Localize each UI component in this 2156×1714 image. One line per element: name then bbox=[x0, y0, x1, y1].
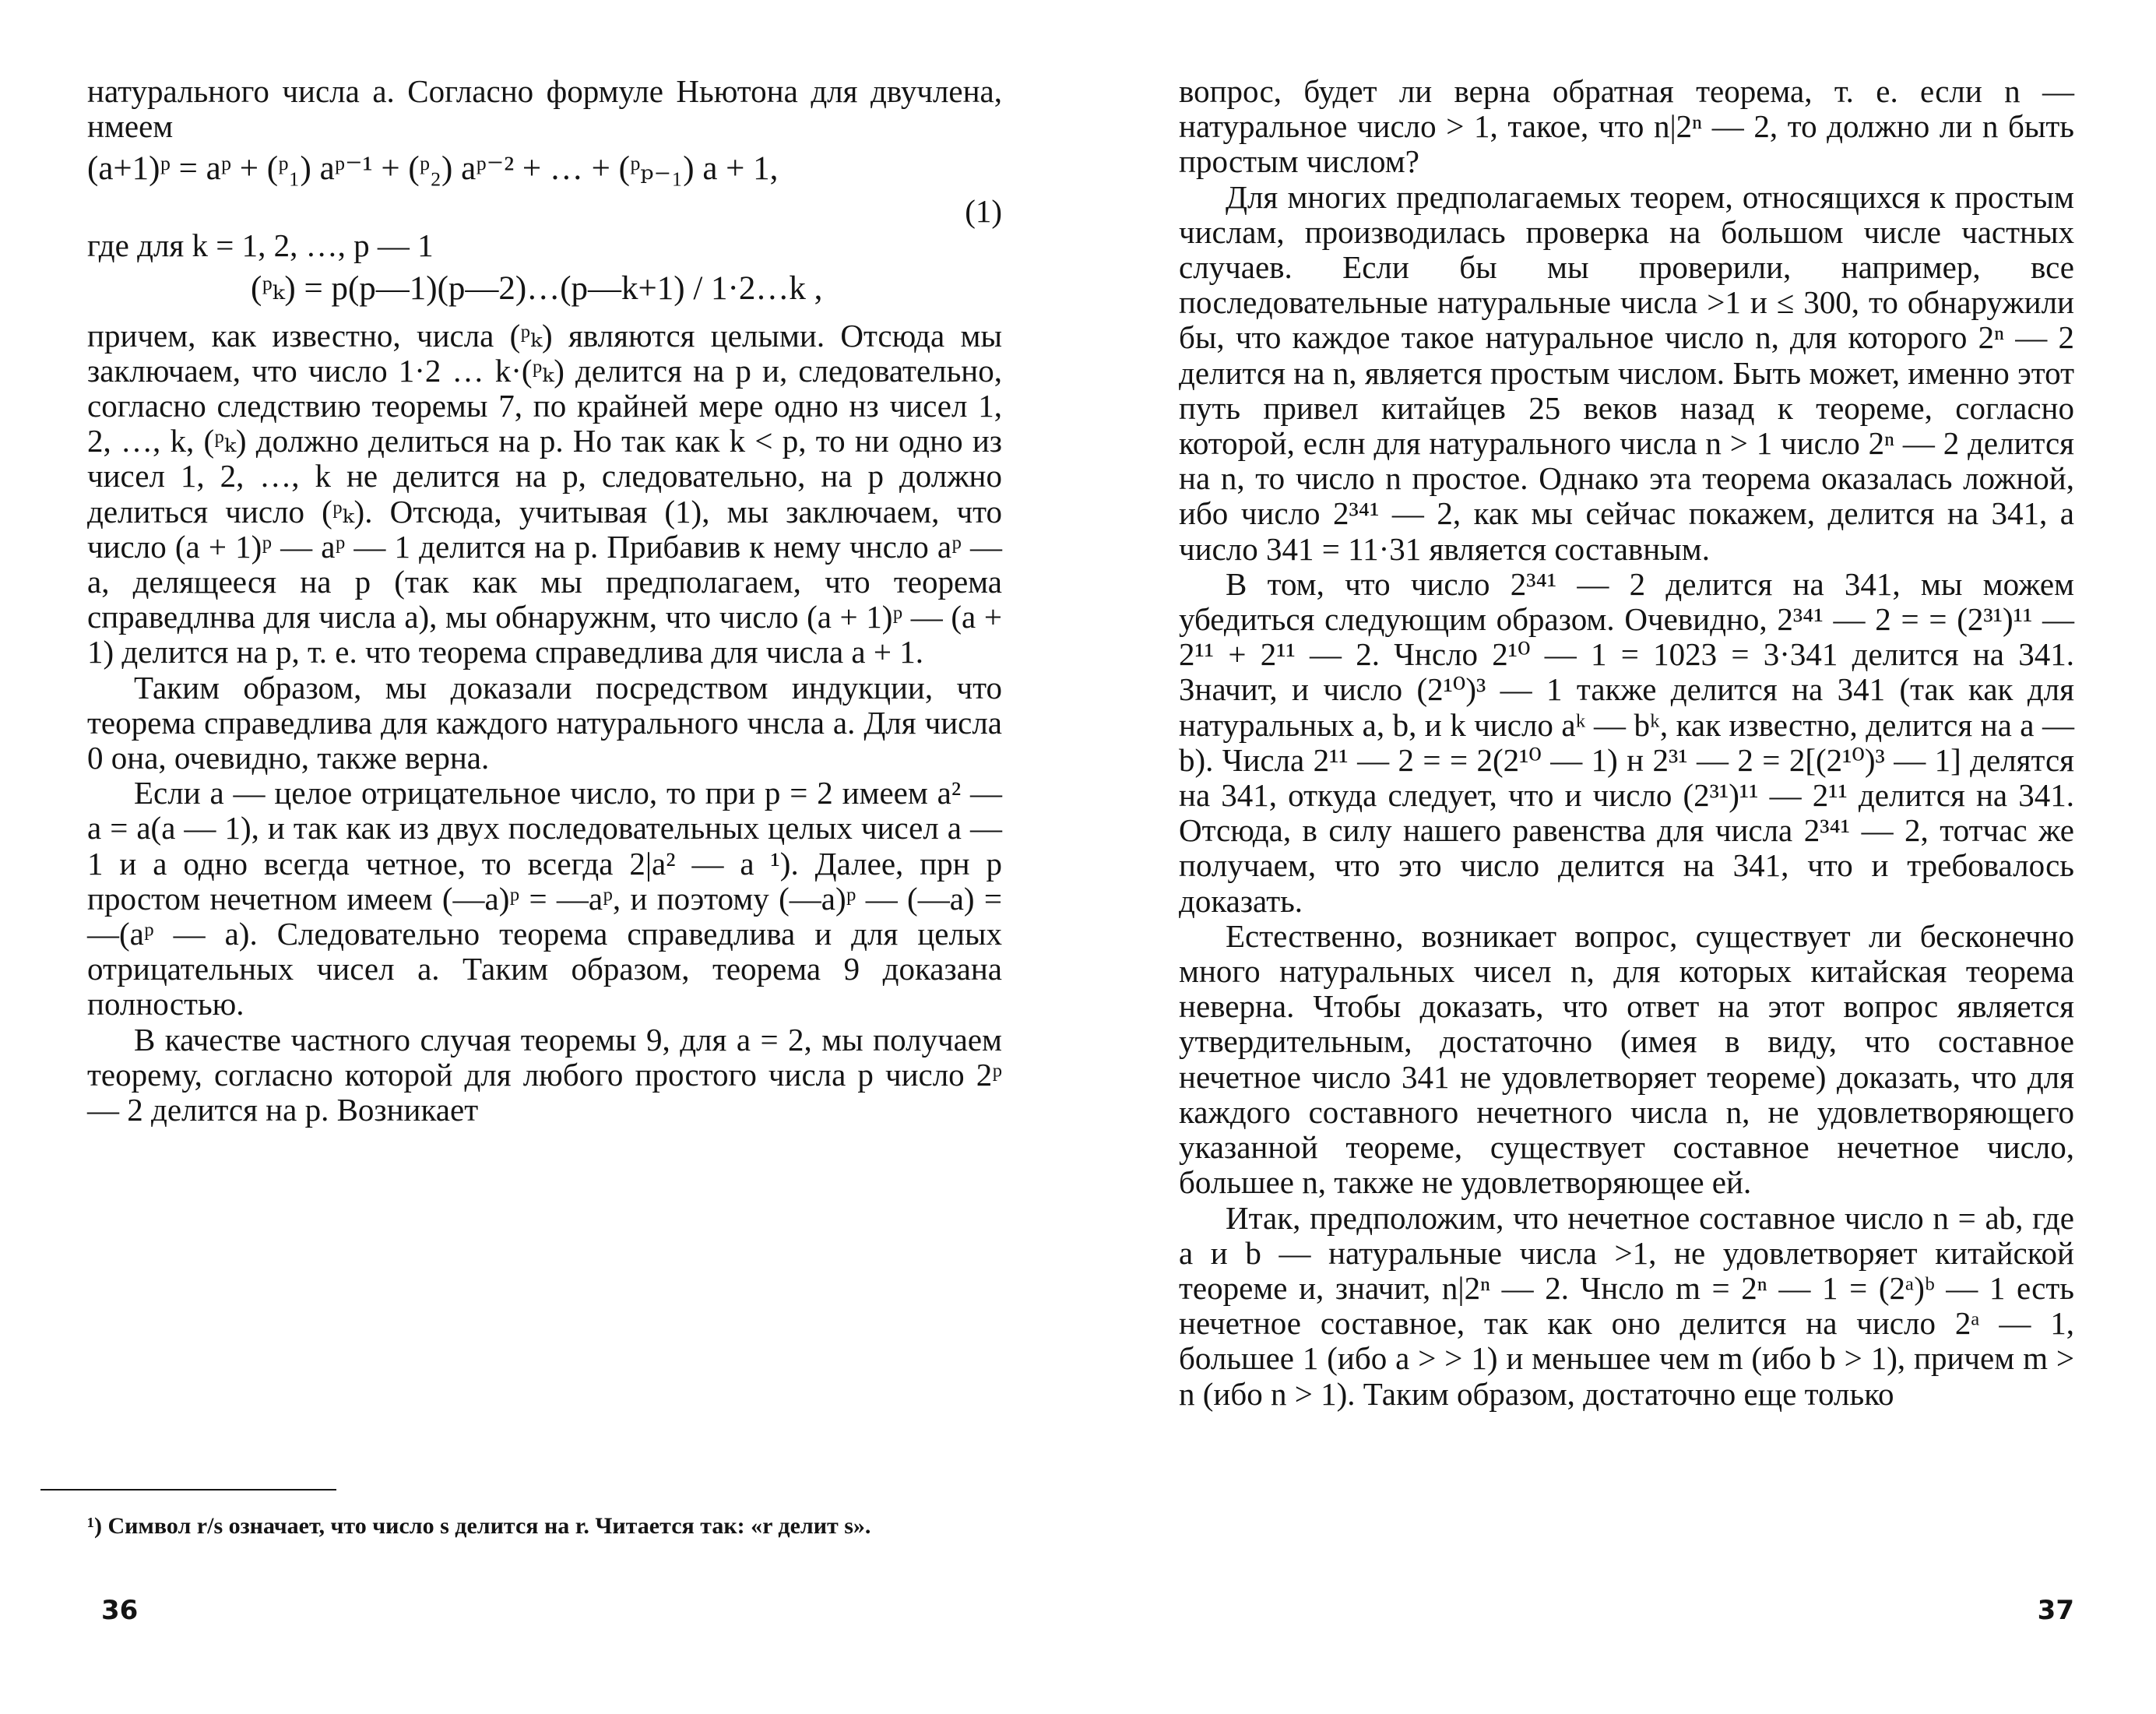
paragraph: Итак, предположим, что нечетное составное число n = ab, где a и b — натуральные числа >1, не удовлетворяет китайской теореме и, значит, n|2ⁿ — 2. Чнсло m = 2ⁿ — 1 = (2ᵃ)ᵇ — 1 есть нечетное составное, так как оно делится на число 2ᵃ — 1, большее 1 (ибо a > > 1) и меньшее чем m (ибо b > 1), причем m > n (ибо n > 1). Таким образом, достаточно еще только bbox=[1179, 1199, 2074, 1412]
paragraph: В том, что число 2³⁴¹ — 2 делится на 341, мы можем убедиться следующим образом. Очевидно, 2³⁴¹ — 2 = = (2³¹)¹¹ — 2¹¹ + 2¹¹ — 2. Чнсло 2¹⁰ — 1 = 1023 = 3·341 делится на 341. Значит, и число (2¹⁰)³ — 1 также делится на 341 (так как для натуральных a, b, и k число aᵏ — bᵏ, как известно, делится на a — b). Числа 2¹¹ — 2 = = 2(2¹⁰ — 1) н 2³¹ — 2 = 2[(2¹⁰)³ — 1] делятся на 341, откуда следует, что и число (2³¹)¹¹ — 2¹¹ делится на 341. Отсюда, в силу нашего равенства для числа 2³⁴¹ — 2, тотчас же получаем, что это число делится на 341, что и требовалось доказать. bbox=[1179, 565, 2074, 919]
paragraph: Таким образом, мы доказали посредством индукции, что теорема справедлива для каждого натурального чнсла a. Для числа 0 она, очевидно, также верна. bbox=[87, 669, 1002, 776]
page-number: 37 bbox=[2037, 1595, 2074, 1626]
left-page-text bbox=[87, 74, 1002, 1128]
right-page-text bbox=[1179, 74, 2074, 1412]
right-page bbox=[1078, 0, 2156, 1714]
paragraph: В качестве частного случая теоремы 9, для a = 2, мы получаем теорему, согласно которой для любого простого числа p число 2ᵖ — 2 делится на p. Возникает bbox=[87, 1021, 1002, 1128]
footnote-divider bbox=[40, 1489, 336, 1491]
page-number: 36 bbox=[101, 1595, 139, 1626]
paragraph: где для k = 1, 2, …, p — 1 bbox=[87, 227, 434, 264]
binomial-formula: (a+1)ᵖ = aᵖ + (ᵖ₁) aᵖ⁻¹ + (ᵖ₂) aᵖ⁻² + … + (ᵖₚ₋₁) a + 1, bbox=[87, 150, 779, 188]
paragraph: вопрос, будет ли верна обратная теорема, т. е. если n — натуральное число > 1, такое, что n|2ⁿ — 2, то должно ли n быть простым числом? bbox=[1179, 73, 2074, 180]
paragraph: причем, как известно, числа (ᵖₖ) являются целыми. Отсюда мы заключаем, что число 1·2 … k·(ᵖₖ) делится на p и, следовательно, согласно следствию теоремы 7, по крайней мере одно нз чисел 1, 2, …, k, (ᵖₖ) должно делиться на p. Но так как k < p, то ни одно из чисел 1, 2, …, k не делится на p, следовательно, на p должно делиться число (ᵖₖ). Отсюда, учитывая (1), мы заключаем, что число (a + 1)ᵖ — aᵖ — 1 делится на p. Прибавив к нему чнсло aᵖ — a, делящееся на p (так как мы предполагаем, что теорема справедлнва для числа a), мы обнаружнм, что число (a + 1)ᵖ — (a + 1) делится на p, т. е. что теорема справедлива для числа a + 1. bbox=[87, 317, 1002, 670]
binomial-coefficient-formula: (ᵖₖ) = p(p—1)(p—2)…(p—k+1) / 1·2…k , bbox=[251, 269, 823, 307]
equation-number: (1) bbox=[965, 193, 1002, 230]
paragraph: Для многих предполагаемых теорем, относящихся к простым числам, производилась проверка на большом числе частных случаев. Если бы мы проверили, например, все последовательные натуральные числа >1 и ≤ 300, то обнаружили бы, что каждое такое натуральное число n, для которого 2ⁿ — 2 делится на n, является простым числом. Быть может, именно этот путь привел китайцев 25 веков назад к теореме, согласно которой, еслн для натурального числа n > 1 число 2ⁿ — 2 делится на n, то число n простое. Однако эта теорема оказалась ложной, ибо число 2³⁴¹ — 2, как мы сейчас покажем, делится на 341, а число 341 = 11·31 является составным. bbox=[1179, 178, 2074, 567]
paragraph: Естественно, возникает вопрос, существует ли бесконечно много натуральных чисел n, для которых китайская теорема неверна. Чтобы доказать, что ответ на этот вопрос является утвердительным, достаточно (имея в виду, что составное нечетное число 341 не удовлетворяет теореме) доказать, что для каждого составного нечетного числа n, не удовлетворяющего указанной теореме, существует составное нечетное число, большее n, также не удовлетворяющее ей. bbox=[1179, 917, 2074, 1201]
paragraph: Если a — целое отрицательное число, то при p = 2 имеем a² — a = a(a — 1), и так как из двух последовательных целых чисел a — 1 и a одно всегда четное, то всегда 2|a² — a ¹). Далее, прн p простом нечетном имеем (—a)ᵖ = —aᵖ, и поэтому (—a)ᵖ — (—a) = —(aᵖ — a). Следовательно теорема справедлива и для целых отрицательных чисел a. Таким образом, теорема 9 доказана полностью. bbox=[87, 775, 1002, 1022]
paragraph: натурального числа a. Согласно формуле Ньютона для двучлена, нмеем bbox=[87, 73, 1002, 145]
footnote: ¹) Символ r/s означает, что число s делится на r. Читается так: «r делит s». bbox=[87, 1513, 871, 1539]
